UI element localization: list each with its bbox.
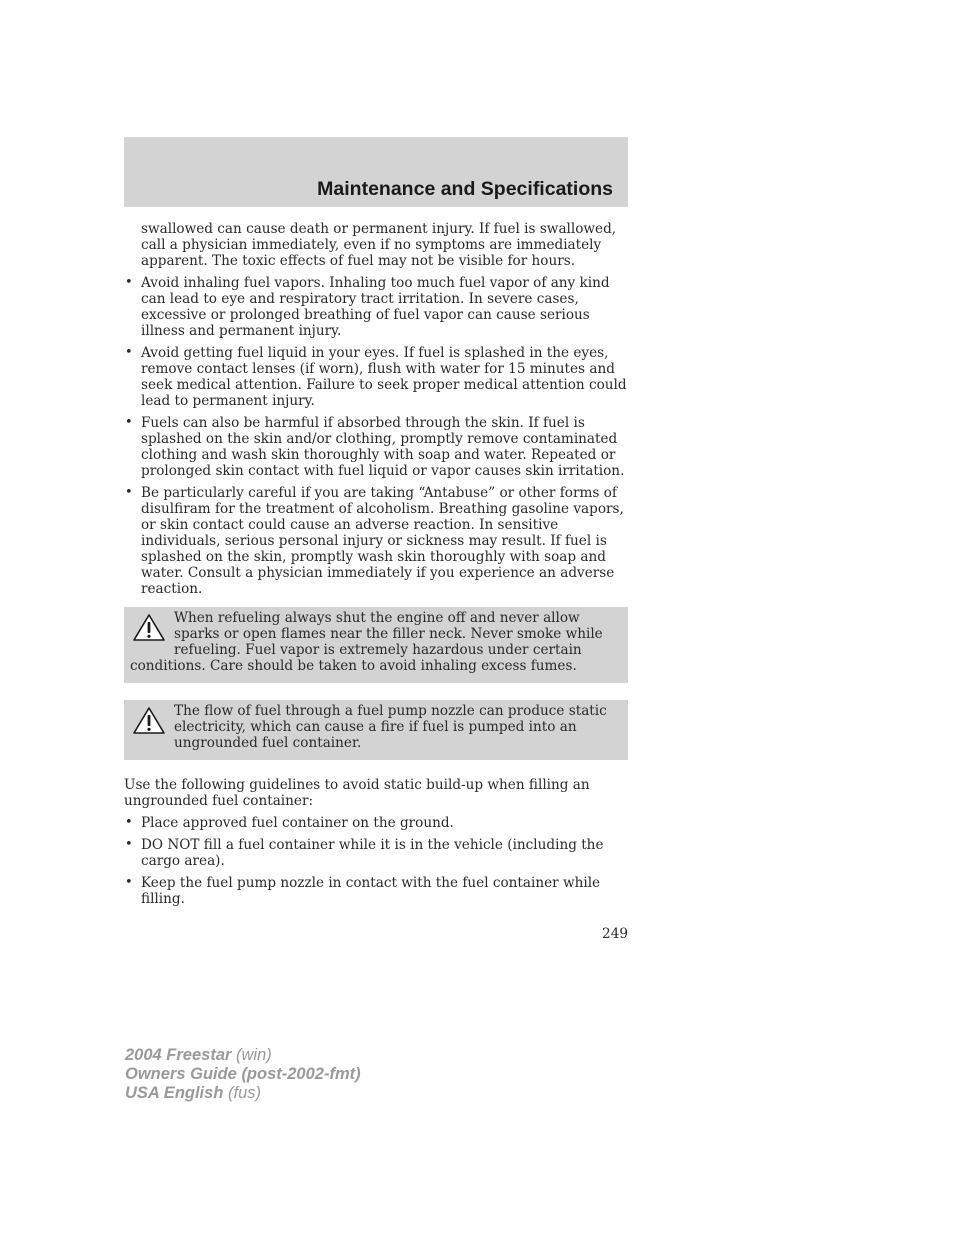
warning-box-refueling <box>124 607 628 683</box>
list-item: • Place approved fuel container on the ground. <box>125 815 454 831</box>
warning-text: When refueling always shut the engine off and never allow sparks or open flames near the filler neck. Never smoke while refueling. Fuel vapor is extremely hazardous under certain conditions. Care should be taken to avoid inhaling excess fumes. <box>130 610 603 674</box>
section-title: Maintenance and Specifications <box>317 178 613 200</box>
warning-text: The flow of fuel through a fuel pump nozzle can produce static electricity, which can cause a fire if fuel is pumped into an ungrounded fuel container. <box>174 703 607 751</box>
list-item: • Avoid inhaling fuel vapors. Inhaling too much fuel vapor of any kind can lead to eye and respiratory tract irritation. In severe cases, excessive or prolonged breathing of fuel vapor can cause serious illness and permanent injury. <box>125 275 610 339</box>
intro-continuation: swallowed can cause death or permanent injury. If fuel is swallowed, call a physician immediately, even if no symptoms are immediately apparent. The toxic effects of fuel may not be visible for hours. <box>141 221 617 269</box>
warning-box-static <box>124 700 628 760</box>
document-footer <box>125 1046 361 1103</box>
warning-triangle-icon <box>132 706 166 736</box>
footer-line-3: USA English (fus) <box>125 1084 261 1102</box>
guidelines-list <box>124 815 628 907</box>
list-item: • Be particularly careful if you are taking “Antabuse” or other forms of disulfiram for the treatment of alcoholism. Breathing gasoline vapors, or skin contact could cause an adverse reaction. In sensitive individuals, serious personal injury or sickness may result. If fuel is splashed on the skin, promptly wash skin thoroughly with soap and water. Consult a physician immediately if you experience an adverse reaction. <box>125 485 624 597</box>
guidelines-intro: Use the following guidelines to avoid static build-up when filling an ungrounded fuel container: <box>124 777 590 809</box>
bullet-glyph: • <box>125 415 133 430</box>
list-item: • Fuels can also be harmful if absorbed through the skin. If fuel is splashed on the skin and/or clothing, promptly remove contaminated clothing and wash skin thoroughly with soap and water. Repeated or prolonged skin contact with fuel liquid or vapor causes skin irritation. <box>125 415 625 479</box>
bullet-glyph: • <box>125 345 133 360</box>
bullet-glyph: • <box>125 815 133 830</box>
footer-line-2: Owners Guide (post-2002-fmt) <box>125 1065 361 1083</box>
bullet-glyph: • <box>125 275 133 290</box>
list-item: • Keep the fuel pump nozzle in contact with the fuel container while filling. <box>125 875 601 907</box>
footer-line-1: 2004 Freestar (win) <box>125 1046 272 1064</box>
hazard-list <box>124 275 628 597</box>
page-number: 249 <box>602 926 628 942</box>
warning-triangle-icon <box>132 613 166 643</box>
list-item: • DO NOT fill a fuel container while it is in the vehicle (including the cargo area). <box>125 837 604 869</box>
bullet-glyph: • <box>125 875 133 890</box>
section-header <box>124 137 628 207</box>
list-item: • Avoid getting fuel liquid in your eyes. If fuel is splashed in the eyes, remove contact lenses (if worn), flush with water for 15 minutes and seek medical attention. Failure to seek proper medical attention could lead to permanent injury. <box>125 345 627 409</box>
page-body <box>124 221 628 913</box>
bullet-glyph: • <box>125 485 133 500</box>
bullet-glyph: • <box>125 837 133 852</box>
